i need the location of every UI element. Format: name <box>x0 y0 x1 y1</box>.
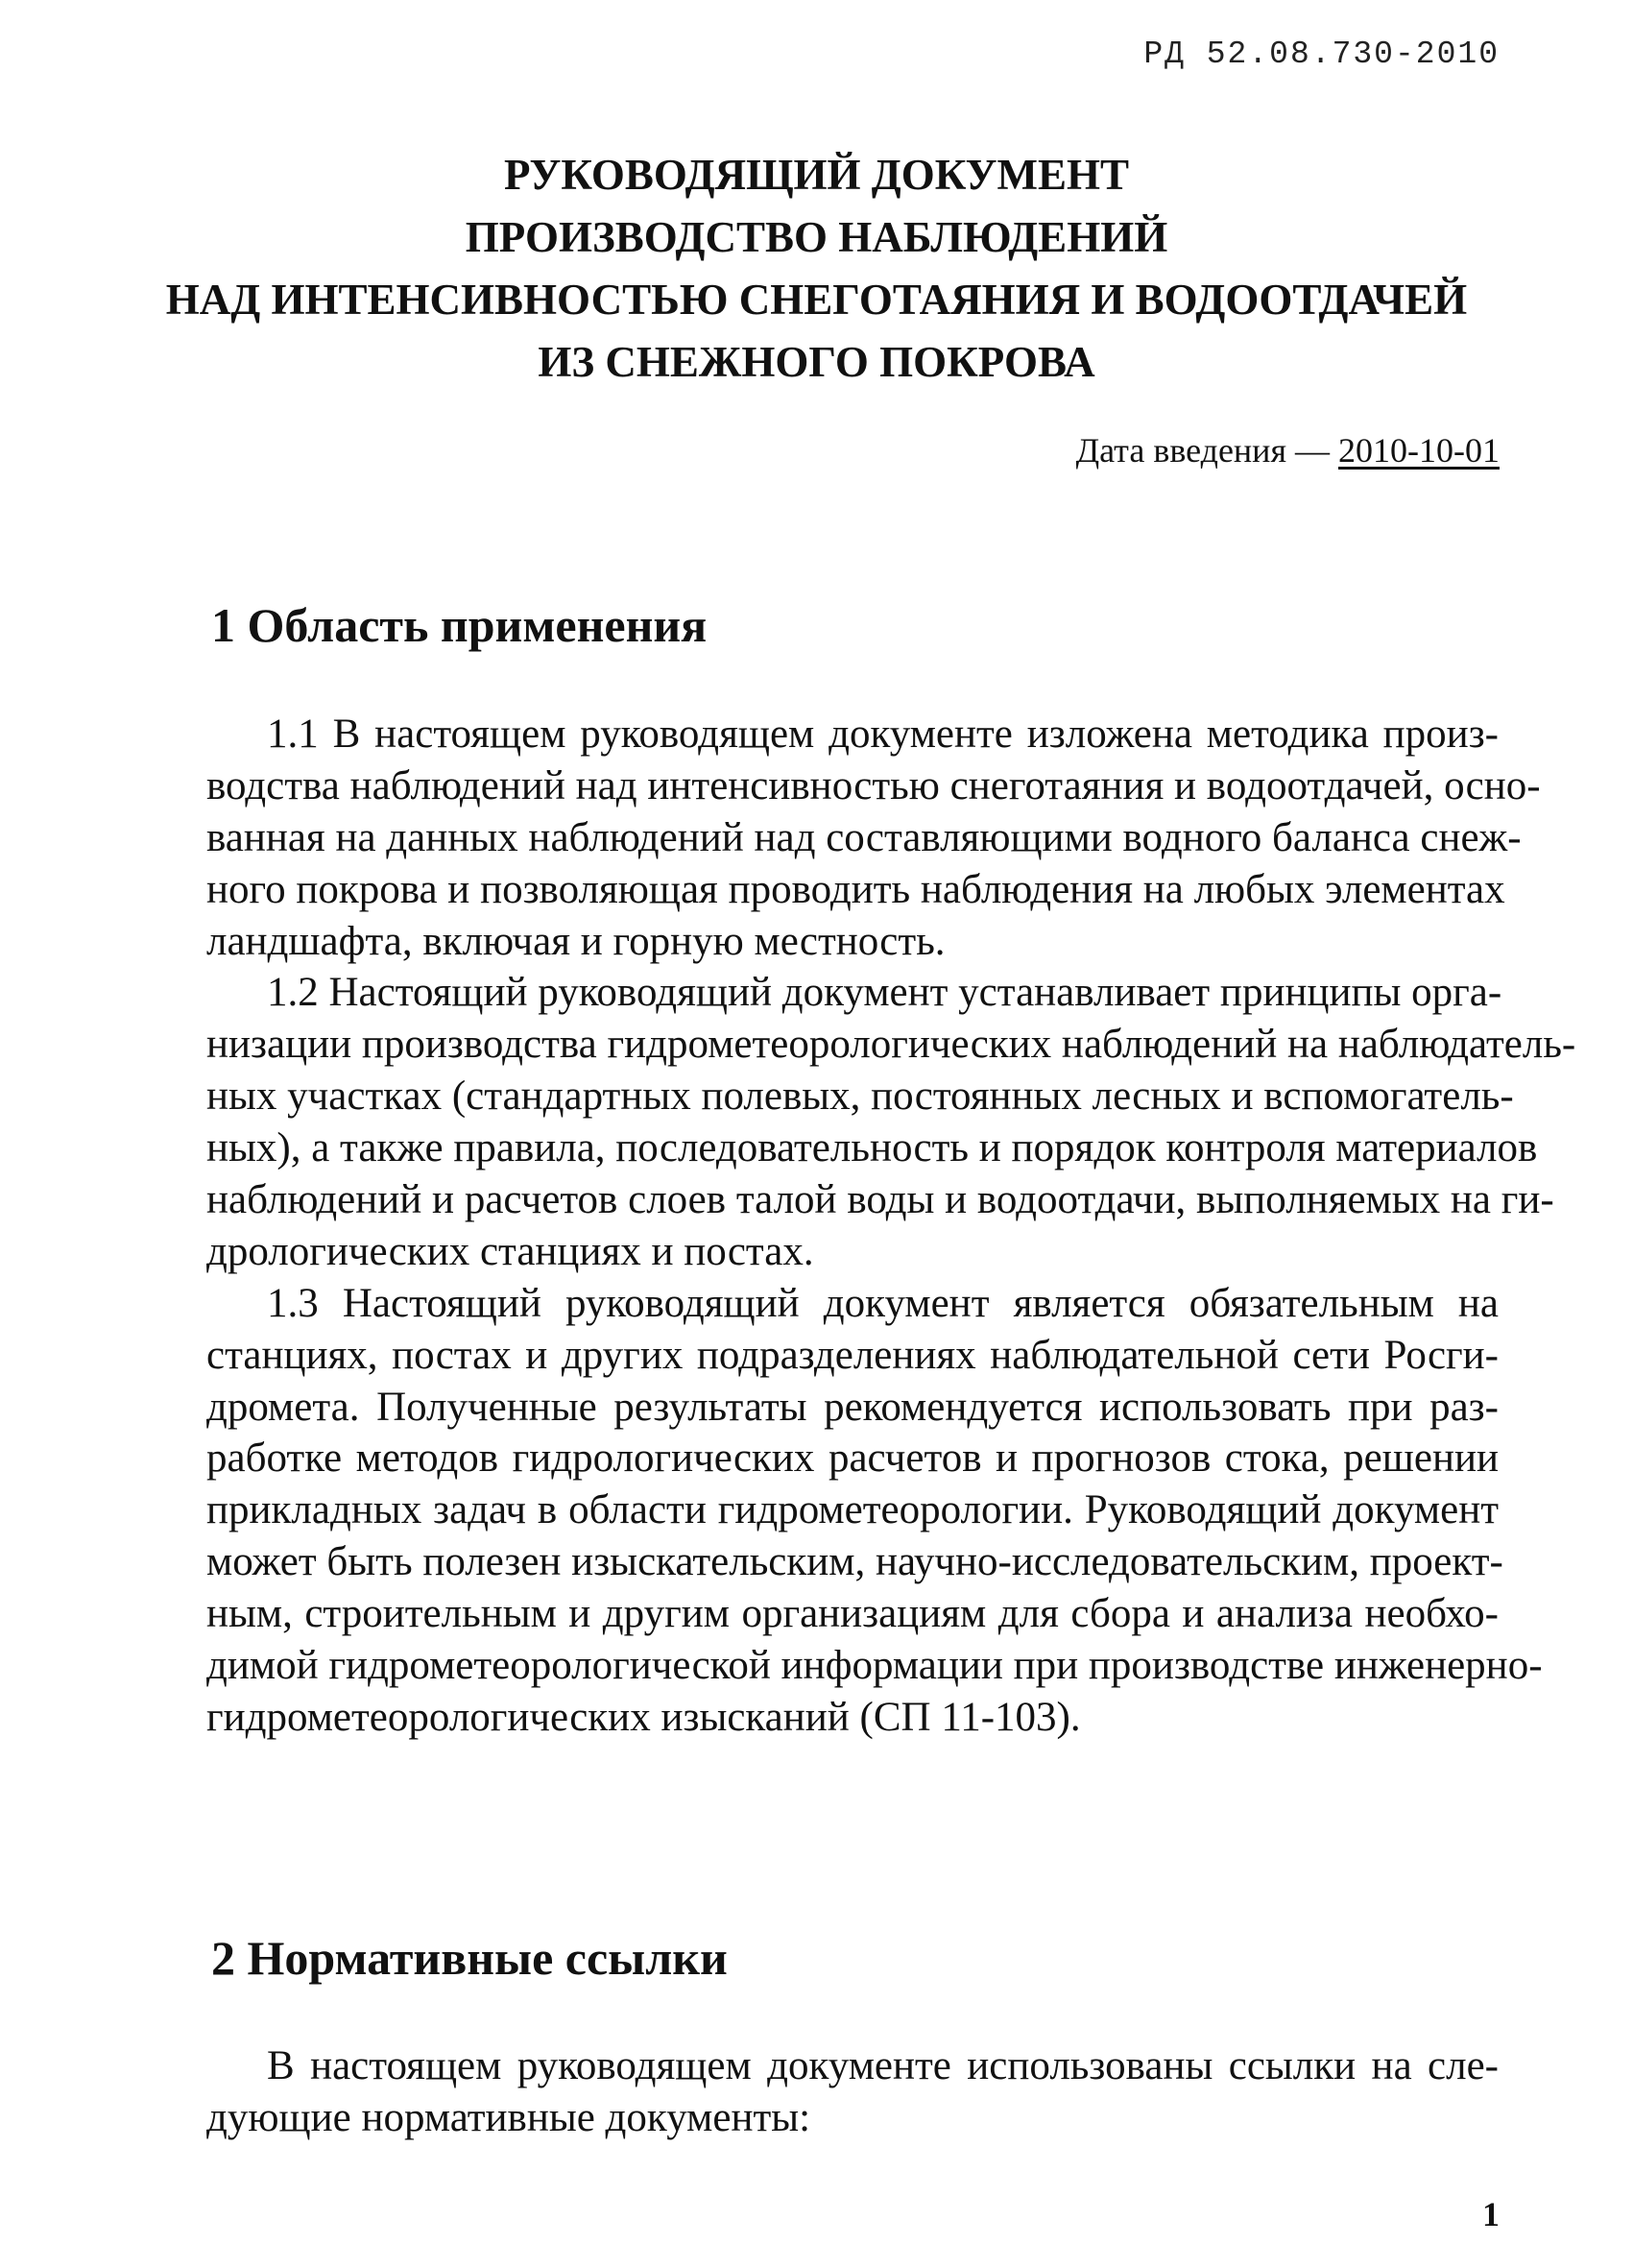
paragraph-1-2-line: 1.2 Настоящий руководящий документ устанавливает принципы орга- <box>267 970 1502 1016</box>
paragraph-1-1-line: ландшафта, включая и горную местность. <box>206 918 946 964</box>
paragraph-1-2-line: наблюдений и расчетов слоев талой воды и водоотдачи, выполняемых на ги- <box>206 1177 1554 1223</box>
section-2-body <box>206 2040 1499 2144</box>
paragraph-1-3-line: станциях, постах и других подразделениях наблюдательной сети Росги- <box>206 1332 1499 1378</box>
document-code: РД 52.08.730-2010 <box>1143 36 1500 72</box>
section-1-body <box>206 709 1576 1744</box>
section-1-heading: 1 Область применения <box>211 598 708 652</box>
paragraph-1-2-line: дрологических станциях и постах. <box>206 1228 814 1274</box>
paragraph-1-3-line: 1.3 Настоящий руководящий документ является обязательным на <box>267 1280 1499 1326</box>
paragraph-1-3-line: прикладных задач в области гидрометеорологии. Руководящий документ <box>206 1487 1499 1533</box>
document-title <box>0 144 1633 394</box>
paragraph-1-3-line: димой гидрометеорологической информации при производстве инженерно- <box>206 1643 1543 1689</box>
paragraph-1-3-line: дромета. Полученные результаты рекомендуется использовать при раз- <box>206 1384 1499 1430</box>
section-2-heading: 2 Нормативные ссылки <box>211 1931 728 1985</box>
introduction-date-value: 2010-10-01 <box>1338 431 1500 470</box>
title-line-1: РУКОВОДЯЩИЙ ДОКУМЕНТ <box>503 151 1130 199</box>
paragraph-1-2-line: ных), а также правила, последовательность и порядок контроля материалов <box>206 1125 1538 1171</box>
paragraph-1-1-line: 1.1 В настоящем руководящем документе изложена методика произ- <box>267 712 1499 757</box>
paragraph-1-1-line: водства наблюдений над интенсивностью снеготаяния и водоотдачей, осно- <box>206 762 1541 808</box>
paragraph-2-line: дующие нормативные документы: <box>206 2094 811 2140</box>
title-line-4: ИЗ СНЕЖНОГО ПОКРОВА <box>538 338 1095 386</box>
paragraph-2-line: В настоящем руководящем документе использованы ссылки на сле- <box>267 2043 1499 2088</box>
paragraph-1-2-line: ных участках (стандартных полевых, постоянных лесных и вспомогатель- <box>206 1074 1514 1120</box>
paragraph-1-1-line: ванная на данных наблюдений над составляющими водного баланса снеж- <box>206 814 1522 860</box>
title-line-3: НАД ИНТЕНСИВНОСТЬЮ СНЕГОТАЯНИЯ И ВОДООТДАЧЕЙ <box>165 276 1468 324</box>
paragraph-1-3-line: работке методов гидрологических расчетов и прогнозов стока, решении <box>206 1436 1499 1482</box>
paragraph-1-3-line: ным, строительным и другим организациям для сбора и анализа необхо- <box>206 1591 1499 1637</box>
title-line-2: ПРОИЗВОДСТВО НАБЛЮДЕНИЙ <box>465 213 1168 261</box>
paragraph-1-3-line: гидрометеорологических изысканий (СП 11-103). <box>206 1694 1081 1740</box>
paragraph-1-2-line: низации производства гидрометеорологических наблюдений на наблюдатель- <box>206 1022 1576 1068</box>
introduction-date <box>1076 430 1500 470</box>
paragraph-1-3-line: может быть полезен изыскательским, научно-исследовательским, проект- <box>206 1539 1503 1585</box>
introduction-date-label: Дата введения — <box>1075 431 1331 470</box>
page-number: 1 <box>1482 2195 1500 2233</box>
paragraph-1-1-line: ного покрова и позволяющая проводить наблюдения на любых элементах <box>206 866 1505 912</box>
